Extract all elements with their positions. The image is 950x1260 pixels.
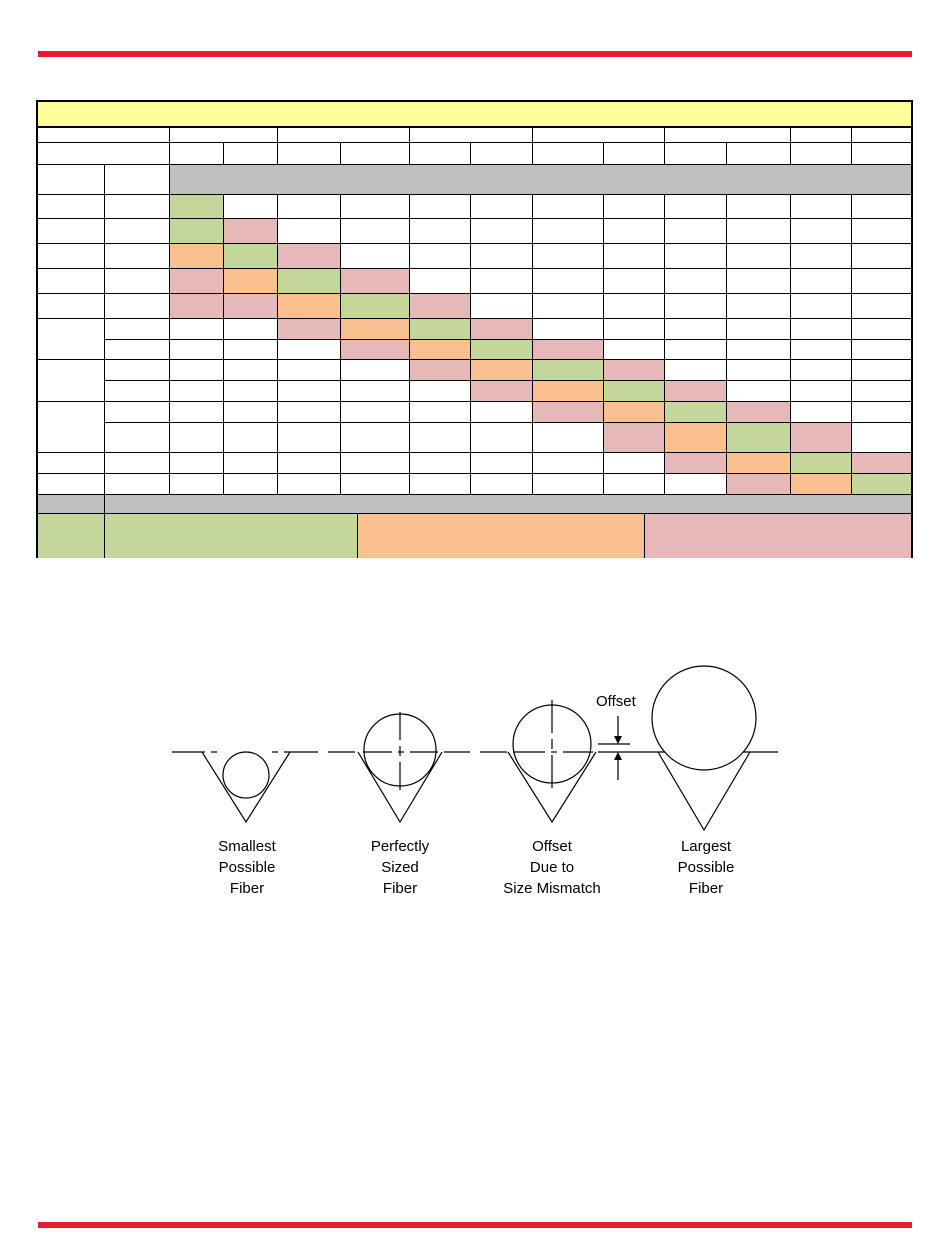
grid-vline [644,513,645,558]
grid-vline [532,142,533,164]
grid-vline [851,128,852,142]
caption-offset-fiber: Offset Due to Size Mismatch [503,838,601,897]
rating-cell-good [223,243,277,268]
rating-cell-poor [532,339,603,359]
rating-cell-poor [726,401,790,422]
rating-cell-fair [603,401,664,422]
rating-cell-good [409,318,470,339]
grid-vline [790,142,791,164]
grid-vline [664,142,665,164]
rating-cell-fair [532,380,603,401]
grid-vline [532,128,533,142]
grid-vline [169,164,170,494]
rating-cell-poor [169,268,223,293]
grid-vline [223,142,224,164]
grid-vline [726,142,727,164]
rating-cell-good [470,339,532,359]
grid-vline [104,164,105,494]
grid-vline [409,194,410,494]
rating-cell-poor [409,293,470,318]
grid-hline [38,494,911,495]
grid-vline [277,194,278,494]
grid-vline [277,128,278,142]
rating-cell-poor [340,339,409,359]
rating-cell-good [340,293,409,318]
grid-hline [38,513,911,514]
rating-cell-fair [664,422,726,452]
rating-cell-poor [169,293,223,318]
legend-header-band [38,494,911,513]
rating-cell-poor [790,422,851,452]
rating-cell-poor [277,318,340,339]
legend-swatch-fair [357,513,644,558]
rating-cell-poor [603,359,664,380]
grid-vline [603,142,604,164]
perfect-fiber-groove [328,712,470,822]
grid-vline [223,194,224,494]
rating-cell-good [664,401,726,422]
rating-cell-fair [223,268,277,293]
rating-cell-poor [851,452,911,473]
rating-cell-fair [470,359,532,380]
legend-key-cell [38,513,104,558]
rating-cell-poor [223,218,277,243]
legend-swatch-good [104,513,357,558]
rating-cell-good [532,359,603,380]
rating-cell-poor [532,401,603,422]
grid-vline [470,142,471,164]
chart-title-banner [38,102,911,128]
grid-vline [851,194,852,494]
grid-vline [664,194,665,494]
grid-vline [603,194,604,494]
grid-vline [277,142,278,164]
grid-vline [104,494,105,558]
grid-vline [790,128,791,142]
grid-vline [790,194,791,494]
rating-cell-good [169,194,223,218]
rating-cell-poor [470,380,532,401]
grid-vline [409,128,410,142]
rating-cell-good [169,218,223,243]
offset-fiber-groove [480,700,630,822]
top-accent-rule [38,51,912,57]
rating-cell-poor [470,318,532,339]
rating-cell-good [277,268,340,293]
grid-vline [357,513,358,558]
grid-vline [169,142,170,164]
rating-cell-poor [664,380,726,401]
rating-cell-fair [169,243,223,268]
caption-largest-fiber: Largest Possible Fiber [677,838,735,897]
grid-vline [664,128,665,142]
rating-cell-good [790,452,851,473]
fiber-compatibility-chart [36,100,913,558]
rating-cell-good [726,422,790,452]
rating-cell-poor [726,473,790,494]
rating-cell-fair [277,293,340,318]
smallest-fiber-groove [172,752,318,822]
rating-cell-poor [223,293,277,318]
rating-cell-good [603,380,664,401]
rating-cell-poor [409,359,470,380]
rating-cell-poor [603,422,664,452]
grid-vline [470,194,471,494]
rating-cell-poor [340,268,409,293]
caption-perfect-fiber: Perfectly Sized Fiber [370,838,430,897]
rating-cell-fair [726,452,790,473]
rating-cell-poor [277,243,340,268]
grid-vline [340,194,341,494]
legend-swatch-poor [644,513,911,558]
grid-vline [340,142,341,164]
grid-vline [726,194,727,494]
rating-cell-poor [664,452,726,473]
rating-cell-good [851,473,911,494]
column-header-band [169,164,911,194]
caption-smallest-fiber: Smallest Possible Fiber [218,838,276,897]
offset-label: Offset [596,693,636,710]
grid-vline [409,142,410,164]
largest-fiber-circle [652,666,756,770]
smallest-fiber-circle [223,752,269,798]
grid-vline [169,128,170,142]
bottom-accent-rule [38,1222,912,1228]
rating-cell-fair [409,339,470,359]
rating-cell-fair [340,318,409,339]
rating-cell-fair [790,473,851,494]
grid-vline [851,142,852,164]
largest-fiber-groove [630,666,778,830]
grid-vline [532,194,533,494]
